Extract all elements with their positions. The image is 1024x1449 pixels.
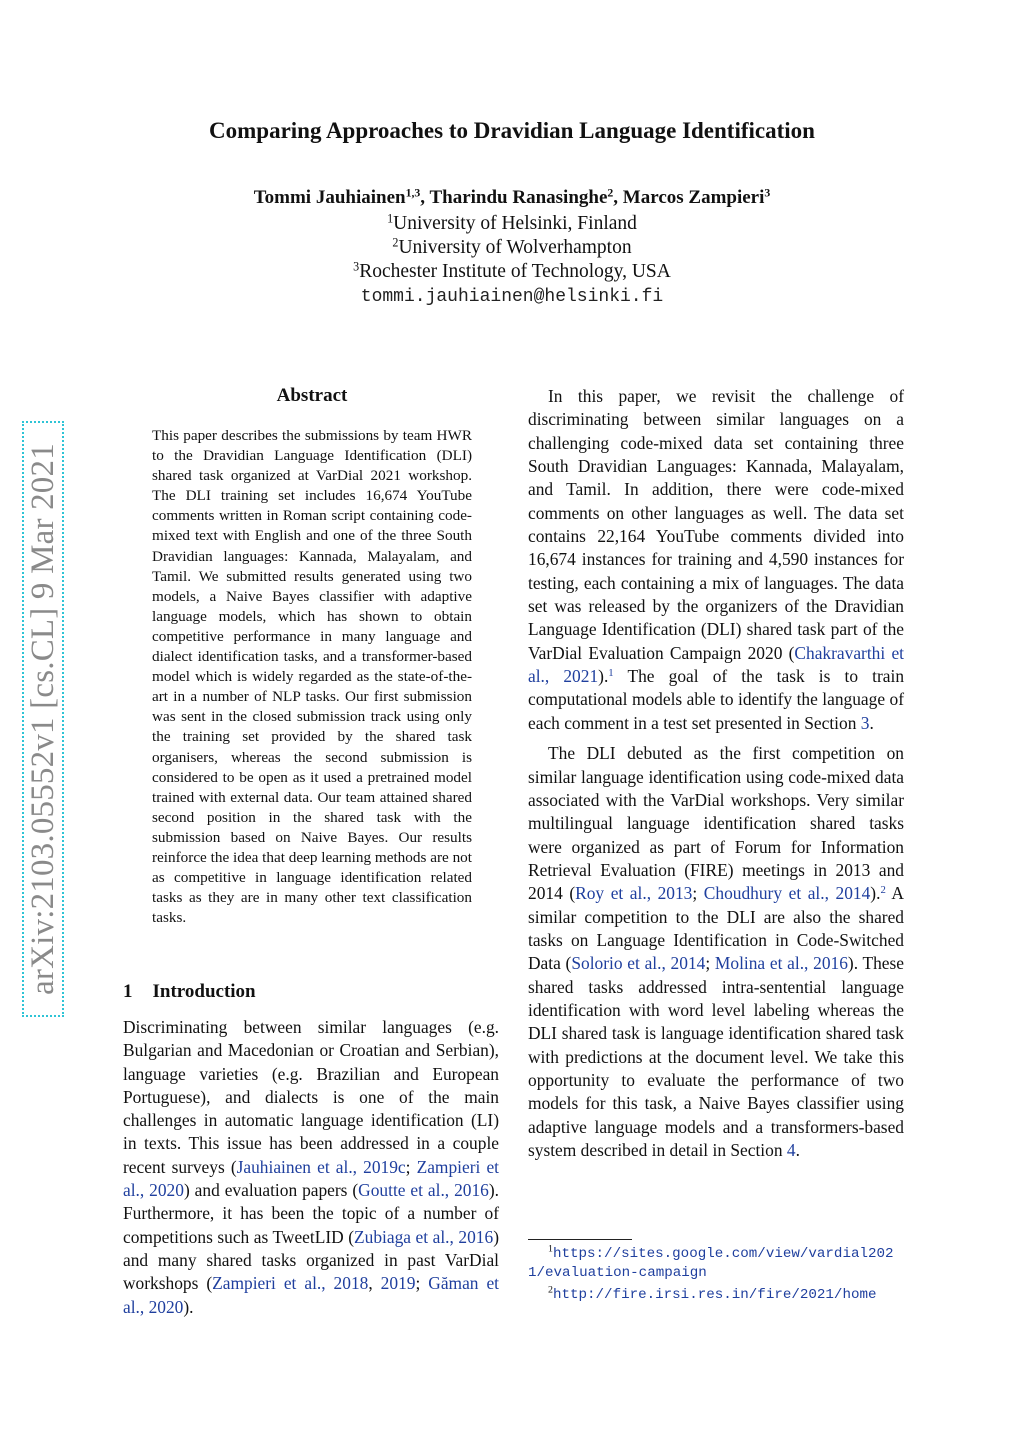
author-separator: ,: [420, 187, 430, 208]
footnote-marker[interactable]: 1: [608, 667, 614, 680]
author-name: Marcos Zampieri: [622, 187, 765, 208]
section-title: Introduction: [152, 981, 256, 1002]
paragraph-text: In this paper, we revisit the challenge of discriminating between similar languages on a challenging code-mixed data set containing three South Dravidian Languages: Kannada, Malayalam, and Tamil. In addition, there were code-mixed comments on other languages as well. The data set contains 22,164 YouTube comments divided into 16,674 instances for training and 4,590 instances for testing, each containing a mix of languages. The data set was released by the organizers of the Dravidian Language Identification (DLI) shared task part of the VarDial Evaluation Campaign 2020 (: [528, 386, 904, 663]
affiliation-number: 1: [387, 211, 394, 226]
introduction-paragraph: [528, 742, 904, 1162]
paragraph-text: The goal of the task is to train computational models able to identify the language of each comment in a test set presented in Section: [528, 666, 905, 733]
paragraph-text: The DLI debuted as the first competition on similar language identification using code-mixed data associated with the VarDial workshops. Very similar multilingual language identification shared tasks were organized as part of Forum for Information Retrieval Evaluation (FIRE) meetings in 2013 and 2014 (: [528, 743, 904, 904]
paragraph-text: ;: [415, 1273, 429, 1294]
paragraph-text: ,: [368, 1273, 381, 1294]
author-name: Tommi Jauhiainen: [253, 187, 406, 208]
footnote-number: 1: [548, 1243, 553, 1255]
citation-link[interactable]: Jauhiainen et al., 2019c: [236, 1156, 406, 1177]
citation-link[interactable]: Chakravarthi et al., 2021: [528, 642, 904, 687]
author-separator: ,: [613, 187, 623, 208]
paragraph-text: ;: [405, 1156, 417, 1177]
affiliation-name: University of Helsinki, Finland: [393, 213, 637, 234]
paragraph-text: ;: [705, 953, 715, 974]
citation-link[interactable]: Solorio et al., 2014: [571, 953, 706, 974]
citation-link[interactable]: Roy et al., 2013: [575, 883, 693, 904]
footnote-url-link[interactable]: http://fire.irsi.res.in/fire/2021/home: [552, 1287, 877, 1303]
section-reference-link[interactable]: 3: [860, 712, 870, 733]
paragraph-text: ) and evaluation papers (: [183, 1180, 359, 1201]
footnote-divider: [528, 1239, 632, 1240]
section-number: 1: [123, 981, 133, 1002]
introduction-paragraph: [528, 385, 904, 735]
citation-link[interactable]: Zampieri et al., 2020: [123, 1156, 499, 1201]
footnote-number: 2: [548, 1284, 553, 1296]
affiliation-name: Rochester Institute of Technology, USA: [359, 261, 671, 282]
footnote: [528, 1285, 904, 1304]
abstract-heading: Abstract: [276, 385, 348, 406]
paragraph-text: A similar competition to the DLI are also the shared tasks on Language Identification in Code-Switched Data (: [528, 883, 904, 974]
paragraph-text: ) and many shared tasks organized in past VarDial workshops (: [123, 1226, 499, 1294]
author-affiliation-marker: 3: [764, 186, 771, 200]
paragraph-text: .: [869, 712, 874, 733]
citation-link[interactable]: 2019: [380, 1273, 416, 1294]
citation-link[interactable]: Molina et al., 2016: [714, 953, 848, 974]
citation-link[interactable]: Choudhury et al., 2014: [703, 883, 871, 904]
introduction-paragraph: [123, 1016, 499, 1319]
arxiv-identifier-stamp: arXiv:2103.05552v1 [cs.CL] 9 Mar 2021: [22, 421, 64, 1017]
paragraph-text: ;: [692, 883, 704, 904]
paragraph-text: ).: [183, 1296, 194, 1317]
affiliation-line: [0, 237, 1024, 259]
affiliation-line: [0, 213, 1024, 235]
paragraph-text: ). Furthermore, it has been the topic of a number of competitions such as TweetLID (: [123, 1180, 499, 1247]
affiliation-number: 3: [353, 259, 360, 274]
paragraph-text: ).: [598, 666, 609, 687]
citation-link[interactable]: Zubiaga et al., 2016: [354, 1226, 494, 1247]
affiliation-number: 2: [392, 235, 399, 250]
footnote-marker[interactable]: 2: [880, 884, 886, 897]
author-name: Tharindu Ranasinghe: [429, 187, 608, 208]
author-affiliation-marker: 2: [607, 186, 614, 200]
footnote: [528, 1244, 904, 1282]
paragraph-text: Discriminating between similar languages (e.g. Bulgarian and Macedonian or Croatian and Serbian), language varieties (e.g. Brazilian and European Portuguese), and dialects is one of the main challenges in automatic language identification (LI) in texts. This issue has been addressed in a couple recent surveys (: [123, 1017, 499, 1177]
affiliation-name: University of Wolverhampton: [398, 237, 632, 258]
author-list: [0, 187, 1024, 209]
paragraph-text: ).: [870, 883, 881, 904]
abstract-text: This paper describes the submissions by team HWR to the Dravidian Language Identification (DLI) shared task organized at VarDial 2021 workshop. The DLI training set includes 16,674 YouTube comments written in Roman script containing code-mixed text with English and one of the three South Dravidian languages: Kannada, Malayalam, and Tamil. We submitted results generated using two models, a Naive Bayes classifier with adaptive language models, which has shown to obtain competitive performance in many language and dialect identification tasks, and a transformer-based model which is widely regarded as the state-of-the-art in a number of NLP tasks. Our first submission was sent in the closed submission track using only the training set provided by the shared task organisers, whereas the second submission is considered to be open as it used a pretrained model trained with external data. Our team attained shared second position in the shared task with the submission based on Naive Bayes. Our results reinforce the idea that deep learning methods are not as competitive in language identification related tasks as they are in many other text classification tasks.: [152, 427, 472, 927]
citation-link[interactable]: Goutte et al., 2016: [358, 1180, 489, 1201]
citation-link[interactable]: Zampieri et al., 2018: [212, 1273, 369, 1294]
paragraph-text: .: [795, 1140, 800, 1160]
affiliation-line: [0, 261, 1024, 283]
paragraph-text: ). These shared tasks addressed intra-sentential language identification with word level labeling whereas the DLI shared task is language identification shared task with predictions at the document level. We take this opportunity to evaluate the performance of two models for this task, a Naive Bayes classifier using adaptive language models and a transformers-based system described in detail in Section: [528, 953, 904, 1160]
citation-link[interactable]: Găman et al., 2020: [123, 1273, 500, 1317]
paper-title: Comparing Approaches to Dravidian Language Identification: [209, 118, 815, 143]
footnotes: [528, 1244, 904, 1304]
footnote-url-link[interactable]: https://sites.google.com/view/vardial2021/evaluation-campaign: [528, 1246, 894, 1281]
section-heading-introduction: [123, 981, 256, 1003]
section-reference-link[interactable]: 4: [786, 1140, 796, 1160]
author-email: tommi.jauhiainen@helsinki.fi: [360, 287, 664, 307]
right-column: [528, 385, 904, 1162]
author-affiliation-marker: 1,3: [405, 186, 421, 200]
